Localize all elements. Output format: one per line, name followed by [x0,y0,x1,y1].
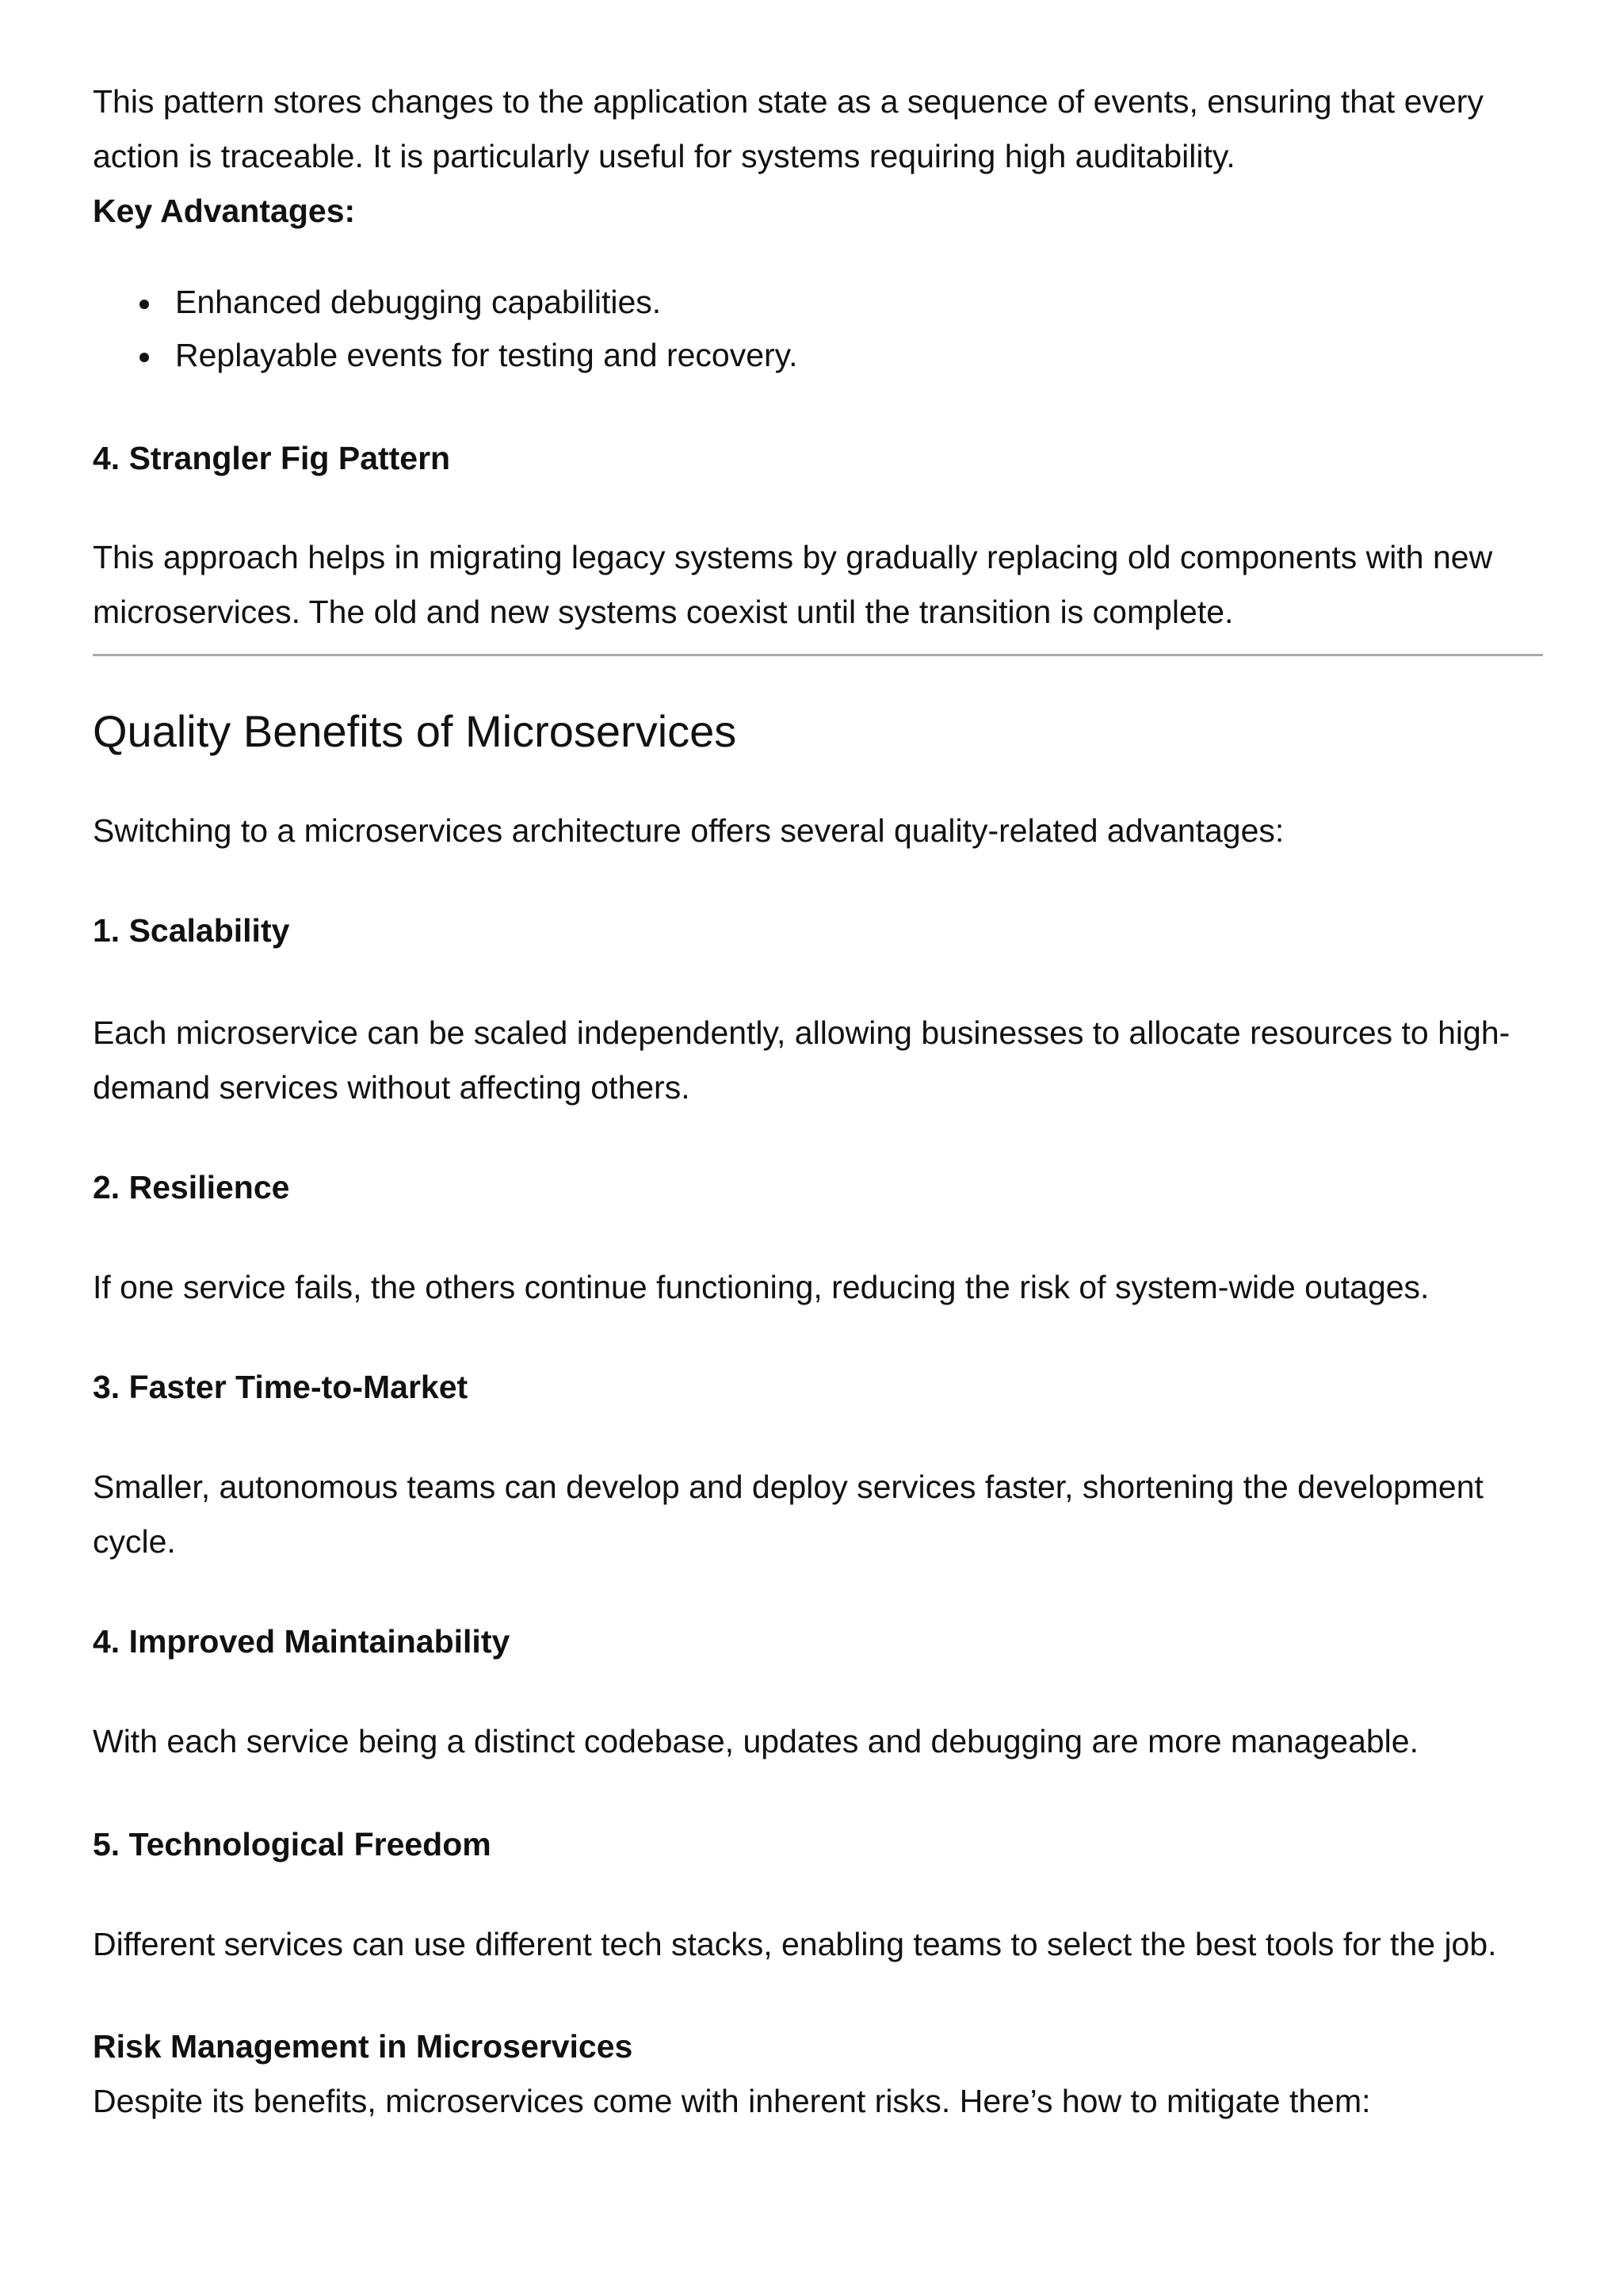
advantages-list [93,276,1543,382]
risk-management-heading: Risk Management in Microservices [93,2028,633,2065]
benefit-text-time-to-market: Smaller, autonomous teams can develop and deploy services faster, shortening the development cycle. [93,1469,1484,1560]
benefit-heading-maintainability: 4. Improved Maintainability [93,1623,510,1660]
list-item: Enhanced debugging capabilities. [93,276,1543,329]
strangler-fig-heading: 4. Strangler Fig Pattern [93,440,451,476]
section-divider [93,654,1543,656]
quality-benefits-heading: Quality Benefits of Microservices [93,706,737,756]
risk-management-intro: Despite its benefits, microservices come with inherent risks. Here’s how to mitigate them: [93,2083,1371,2119]
benefit-heading-time-to-market: 3. Faster Time-to-Market [93,1369,468,1405]
benefit-text-maintainability: With each service being a distinct codebase, updates and debugging are more manageable. [93,1723,1419,1759]
document-page [93,0,1543,2129]
benefit-text-scalability: Each microservice can be scaled independently, allowing businesses to allocate resources to high-demand services without affecting others. [93,1014,1510,1106]
benefit-text-resilience: If one service fails, the others continue functioning, reducing the risk of system-wide outages. [93,1269,1430,1305]
benefit-text-tech-freedom: Different services can use different tech stacks, enabling teams to select the best tools for the job. [93,1926,1497,1962]
benefit-heading-tech-freedom: 5. Technological Freedom [93,1826,491,1862]
quality-benefits-intro: Switching to a microservices architecture offers several quality-related advantages: [93,812,1285,849]
benefit-heading-scalability: 1. Scalability [93,912,290,949]
key-advantages-label: Key Advantages: [93,193,356,229]
event-sourcing-paragraph: This pattern stores changes to the application state as a sequence of events, ensuring that every action is traceable. It is particularly useful for systems requiring high auditability. [93,83,1484,174]
list-item: Replayable events for testing and recovery. [93,329,1543,382]
strangler-fig-paragraph: This approach helps in migrating legacy systems by gradually replacing old components with new microservices. The old and new systems coexist until the transition is complete. [93,539,1493,630]
benefit-heading-resilience: 2. Resilience [93,1169,290,1205]
